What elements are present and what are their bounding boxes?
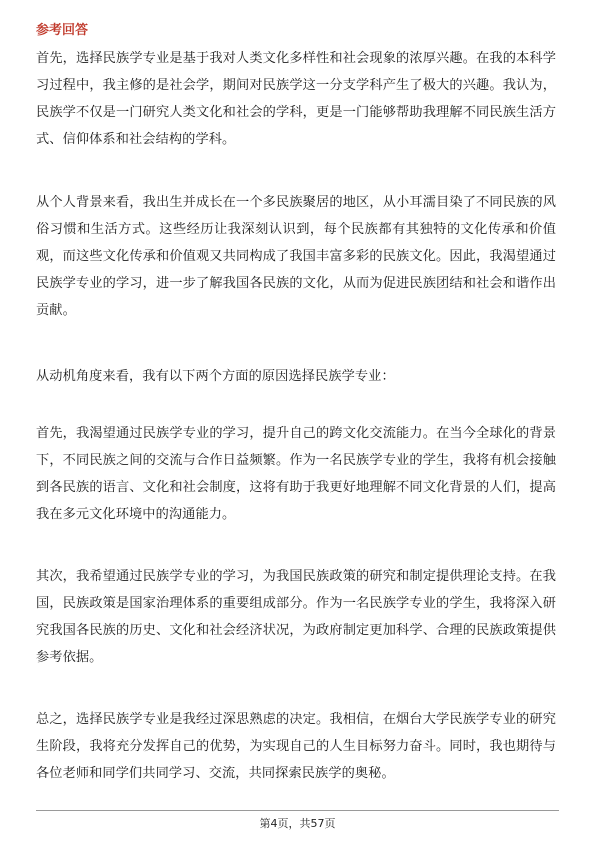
page-number: 第4页，共57页 xyxy=(259,817,336,830)
section-heading: 参考回答 xyxy=(36,23,89,38)
paragraph-2: 从个人背景来看，我出生并成长在一个多民族聚居的地区，从小耳濡目染了不同民族的风俗习惯和生活方式。这些经历让我深刻认识到，每个民族都有其独特的文化传承和价值观，而这些文化传承和价值观又共同构成了我国丰富多彩的民族文化。因此，我渴望通过民族学专业的学习，进一步了解我国各民族的文化，从而为促进民族团结和社会和谐作出贡献。 xyxy=(36,195,556,318)
paragraph-5: 其次，我希望通过民族学专业的学习，为我国民族政策的研究和制定提供理论支持。在我国，民族政策是国家治理体系的重要组成部分。作为一名民族学专业的学生，我将深入研究我国各民族的历史、文化和社会经济状况，为政府制定更加科学、合理的民族政策提供参考依据。 xyxy=(36,569,556,665)
paragraph-4: 首先，我渴望通过民族学专业的学习，提升自己的跨文化交流能力。在当今全球化的背景下，不同民族之间的交流与合作日益频繁。作为一名民族学专业的学生，我将有机会接触到各民族的语言、文化和社会制度，这将有助于我更好地理解不同文化背景的人们，提高我在多元文化环境中的沟通能力。 xyxy=(36,426,556,522)
paragraph-3: 从动机角度来看，我有以下两个方面的原因选择民族学专业： xyxy=(36,369,395,384)
paragraph-6: 总之，选择民族学专业是我经过深思熟虑的决定。我相信，在烟台大学民族学专业的研究生阶段，我将充分发挥自己的优势，为实现自己的人生目标努力奋斗。同时，我也期待与各位老师和同学们共同学习、交流，共同探索民族学的奥秘。 xyxy=(36,712,556,781)
paragraph-1: 首先，选择民族学专业是基于我对人类文化多样性和社会现象的浓厚兴趣。在我的本科学习过程中，我主修的是社会学，期间对民族学这一分支学科产生了极大的兴趣。我认为，民族学不仅是一门研究人类文化和社会的学科，更是一门能够帮助我理解不同民族生活方式、信仰体系和社会结构的学科。 xyxy=(36,51,556,147)
footer-divider xyxy=(36,810,559,811)
